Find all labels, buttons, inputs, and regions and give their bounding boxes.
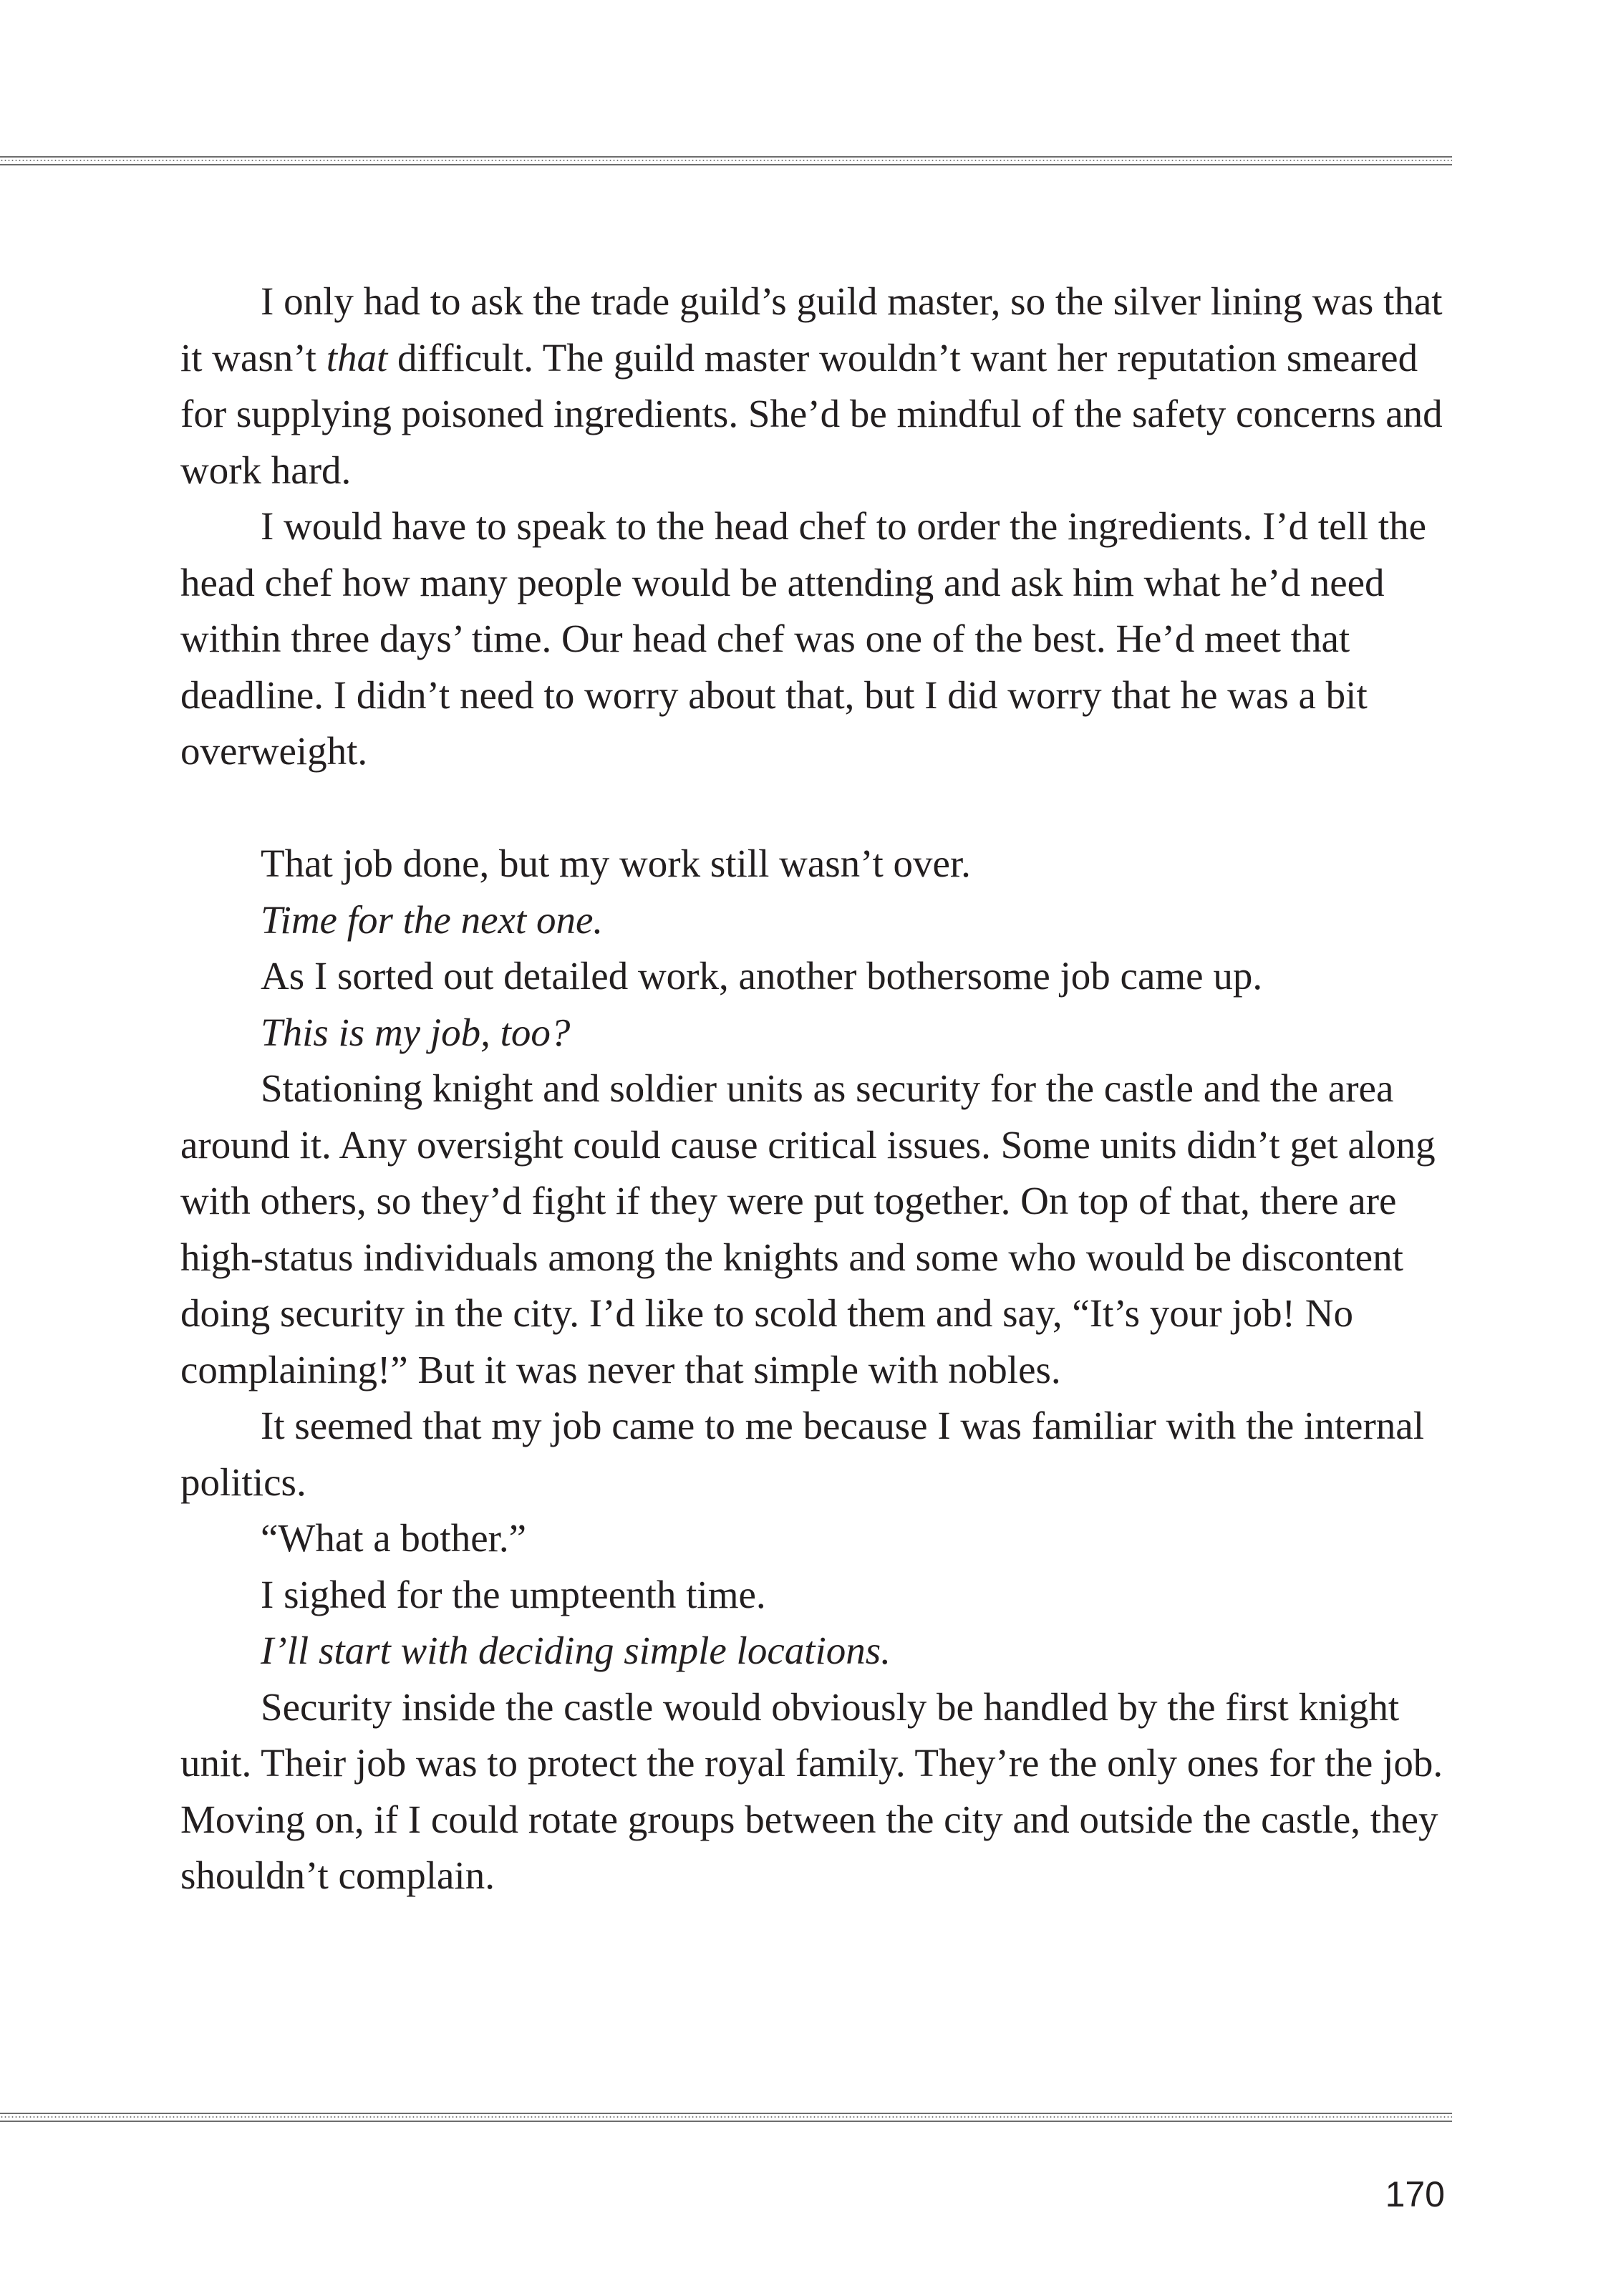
paragraph: I would have to speak to the head chef to order the ingredients. I’d tell the head chef how many people would be attending and ask him what he’d need within three days’ time. Our head chef was one of the best. He’d meet that deadline. I didn’t need to worry about that, but I did worry that he was a bit overweight. — [180, 504, 1427, 773]
page-number: 170 — [1385, 2174, 1445, 2214]
inner-thought: I’ll start with deciding simple locations. — [261, 1629, 891, 1672]
paragraph: As I sorted out detailed work, another bothersome job came up. — [261, 954, 1263, 998]
paragraph: Security inside the castle would obviously be handled by the first knight unit. Their job was to protect the royal family. They’re the only ones for the job. Moving on, if I could rotate groups between the city and outside the castle, they shouldn’t complain. — [180, 1684, 1443, 1897]
paragraph: I sighed for the umpteenth time. — [261, 1572, 766, 1616]
section-break — [180, 780, 1469, 836]
paragraph: Stationing knight and soldier units as security for the castle and the area around it. Any oversight could cause critical issues. Some units didn’t get along with others, so they’d fight if they were put together. On top of that, there are high-status individuals among the knights and some who would be discontent doing security in the city. I’d like to scold them and say, “It’s your job! No complaining!” But it was never that simple with nobles. — [180, 1066, 1436, 1391]
body-text — [180, 274, 1469, 1904]
paragraph: It seemed that my job came to me because I was familiar with the internal politics. — [180, 1404, 1424, 1504]
header-rule — [0, 156, 1452, 166]
inner-thought: This is my job, too? — [261, 1010, 571, 1054]
footer-rule — [0, 2113, 1452, 2123]
dialogue: “What a bother.” — [261, 1516, 527, 1560]
paragraph: I only had to ask the trade guild’s guild master, so the silver lining was that it wasn’t that difficult. The guild master wouldn’t want her reputation smeared for supplying poisoned ingredients. She’d be mindful of the safety concerns and work hard. — [180, 279, 1443, 492]
paragraph: That job done, but my work still wasn’t over. — [261, 841, 971, 885]
inner-thought: Time for the next one. — [261, 897, 604, 942]
